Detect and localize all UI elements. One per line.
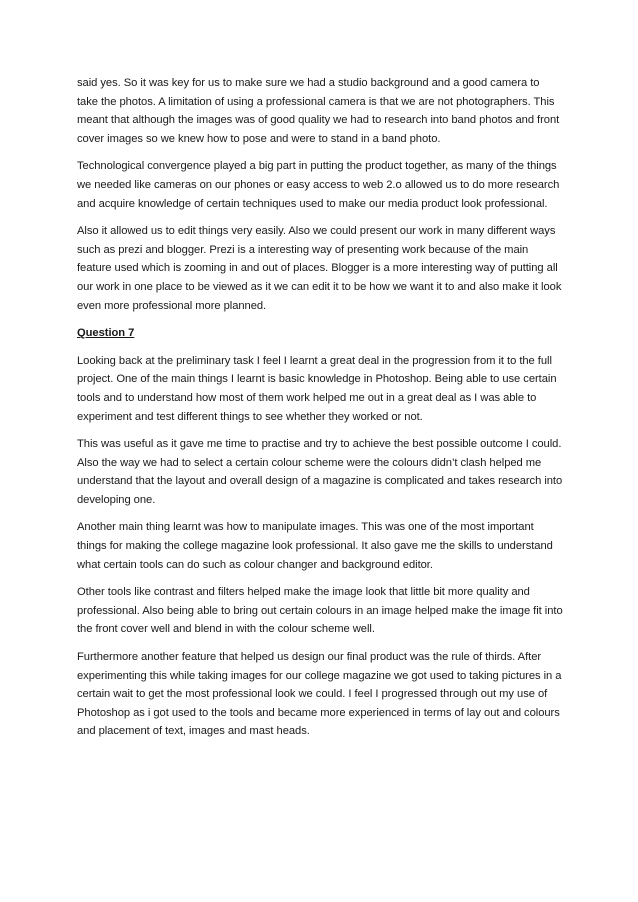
paragraph-editing-presenting: Also it allowed us to edit things very easily. Also we could present our work in many different ways such as prezi and blogger. Prezi is a interesting way of presenting work because of the main feature used which is zooming in and out of places. Blogger is a more interesting way of putting all our work in one place to be viewed as it we can edit it to be how we want it to and also make it look even more professional more planned.: [77, 225, 562, 312]
paragraph-preliminary-task: Looking back at the preliminary task I feel I learnt a great deal in the progression from it to the full project. One of the main things I learnt is basic knowledge in Photoshop. Being able to use certain tools and to understand how most of them work helped me out in a great deal as I was able to experiment and test different things to see whether they worked or not.: [77, 354, 557, 423]
paragraph-rule-of-thirds: Furthermore another feature that helped us design our final product was the rule of thirds. After experimenting this while taking images for our college magazine we got used to taking pictures in a certain wait to get the most professional look we could. I feel I progressed through out my use of Photoshop as i got used to the tools and became more experienced in terms of lay out and colours and placement of text, images and mast heads.: [77, 651, 562, 738]
paragraph-other-tools: Other tools like contrast and filters helped make the image look that little bit more quality and professional. Also being able to bring out certain colours in an image helped make the image fit into the front cover well and blend in with the colour scheme well.: [77, 586, 563, 636]
document-body: [77, 74, 563, 750]
paragraph-practise: This was useful as it gave me time to practise and try to achieve the best possible outcome I could. Also the way we had to select a certain colour scheme were the colours didn’t clash helped me understand that the layout and overall design of a magazine is complicated and takes research into developing one.: [77, 438, 563, 506]
section-heading: Question 7: [77, 327, 135, 340]
paragraph-studio-camera: said yes. So it was key for us to make sure we had a studio background and a good camera to take the photos. A limitation of using a professional camera is that we are not photographers. This meant that although the images was of good quality we had to research into band photos and front cover images so we knew how to pose and were to stand in a band photo.: [77, 77, 560, 145]
paragraph-technological-convergence: Technological convergence played a big part in putting the product together, as many of the things we needed like cameras on our phones or easy access to web 2.o allowed us to do more research and acquire knowledge of certain techniques used to make our media product look professional.: [77, 160, 560, 210]
paragraph-manipulate-images: Another main thing learnt was how to manipulate images. This was one of the most important things for making the college magazine look professional. It also gave me the skills to understand what certain tools can do such as colour changer and background editor.: [77, 521, 553, 571]
